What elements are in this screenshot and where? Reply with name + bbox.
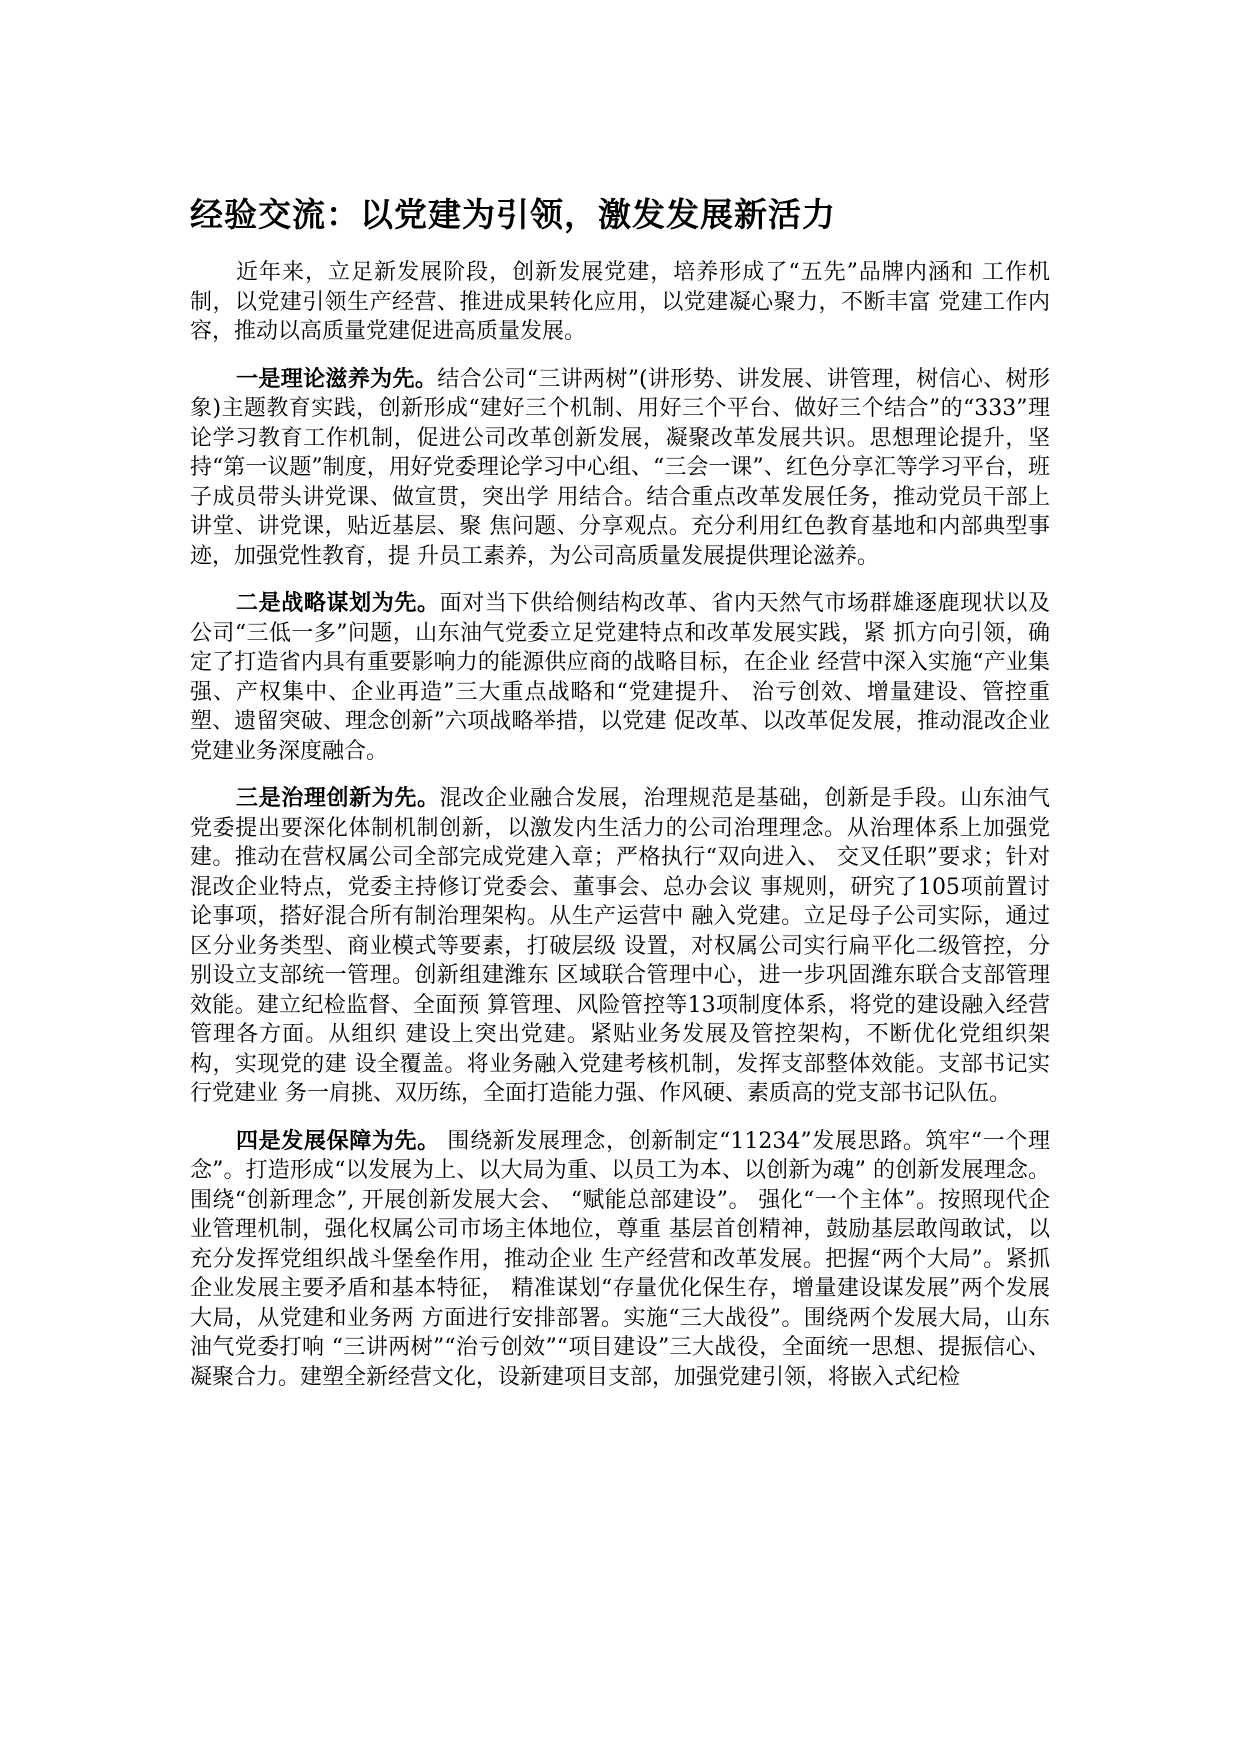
section-paragraph-1 <box>190 365 1050 572</box>
document-body <box>190 258 1050 1410</box>
section-heading-3: 三是治理创新为先。 <box>236 785 440 811</box>
section-heading-1: 一是理论滋养为先。 <box>236 365 438 392</box>
section-text-2: 面对当下供给侧结构改革、省内天然气市场群雄逐鹿现状以及公司“三低一多”问题，山东油气党委立足党建特点和改革发展实践，紧 抓方向引领，确定了打造省内具有重要影响力的能源供应商的战略目标，在企业 经营中深入实施“产业集强、产权集中、企业再造”三大重点战略和“党建提升、 治亏创效、增量建设、管控重塑、遗留突破、理念创新”六项战略举措，以党建 促改革、以改革促发展，推动混改企业党建业务深度融合。 <box>190 591 1050 764</box>
document-title: 经验交流：以党建为引领，激发发展新活力 <box>190 195 836 234</box>
section-heading-4: 四是发展保障为先。 <box>236 1127 440 1154</box>
section-heading-2: 二是战略谋划为先。 <box>236 590 440 616</box>
section-text-4: 围绕新发展理念，创新制定“11234”发展思路。筑牢“一个理念”。打造形成“以发展为上、以大局为重、以员工为本、以创新为魂” 的创新发展理念。围绕“创新理念”, 开展创新发展大会、 “赋能总部建设”。 强化“一个主体”。按照现代企业管理机制，强化权属公司市场主体地位，尊重 基层首创精神，鼓励基层敢闯敢试，以充分发挥党组织战斗堡垒作用，推动企业 生产经营和改革发展。把握“两个大局”。紧抓企业发展主要矛盾和基本特征， 精准谋划“存量优化保生存，增量建设谋发展”两个发展大局，从党建和业务两 方面进行安排部署。实施“三大战役”。围绕两个发展大局，山东油气党委打响 “三讲两树”“治亏创效”“项目建设”三大战役，全面统一思想、提振信心、 凝聚合力。建塑全新经营文化，设新建项目支部，加强党建引领，将嵌入式纪检 <box>190 1128 1050 1390</box>
section-paragraph-2 <box>190 589 1050 766</box>
section-text-3: 混改企业融合发展，治理规范是基础，创新是手段。山东油气党委提出要深化体制机制创新，以激发内生活力的公司治理理念。从治理体系上加强党建。推动在营权属公司全部完成党建入章；严格执行“双向进入、 交叉任职”要求；针对混改企业特点，党委主持修订党委会、董事会、总办会议 事规则，研究了105项前置讨论事项，搭好混合所有制治理架构。从生产运营中 融入党建。立足母子公司实际，通过区分业务类型、商业模式等要素，打破层级 设置，对权属公司实行扁平化二级管控，分别设立支部统一管理。创新组建潍东 区域联合管理中心，进一步巩固潍东联合支部管理效能。建立纪检监督、全面预 算管理、风险管控等13项制度体系，将党的建设融入经营管理各方面。从组织 建设上突出党建。紧贴业务发展及管控架构，不断优化党组织架构，实现党的建 设全覆盖。将业务融入党建考核机制，发挥支部整体效能。支部书记实行党建业 务一肩挑、双历练，全面打造能力强、作风硬、素质高的党支部书记队伍。 <box>190 786 1050 1106</box>
intro-paragraph: 近年来，立足新发展阶段，创新发展党建，培养形成了“五先”品牌内涵和 工作机制，以党建引领生产经营、推进成果转化应用，以党建凝心聚力，不断丰富 党建工作内容，推动以高质量党建促进高质量发展。 <box>190 260 1050 344</box>
section-paragraph-3 <box>190 784 1050 1109</box>
section-text-1: 结合公司“三讲两树”(讲形势、讲发展、讲管理，树信心、树形象)主题教育实践，创新形成“建好三个机制、用好三个平台、做好三个结合”的“333”理论学习教育工作机制，促进公司改革创新发展，凝聚改革发展共识。思想理论提升，坚持“第一议题”制度，用好党委理论学习中心组、“三会一课”、红色分享汇等学习平台，班子成员带头讲党课、做宣贯，突出学 用结合。结合重点改革发展任务，推动党员干部上讲堂、讲党课，贴近基层、聚 焦问题、分享观点。充分利用红色教育基地和内部典型事迹，加强党性教育，提 升员工素养，为公司高质量发展提供理论滋养。 <box>190 366 1050 569</box>
section-paragraph-4 <box>190 1127 1050 1393</box>
